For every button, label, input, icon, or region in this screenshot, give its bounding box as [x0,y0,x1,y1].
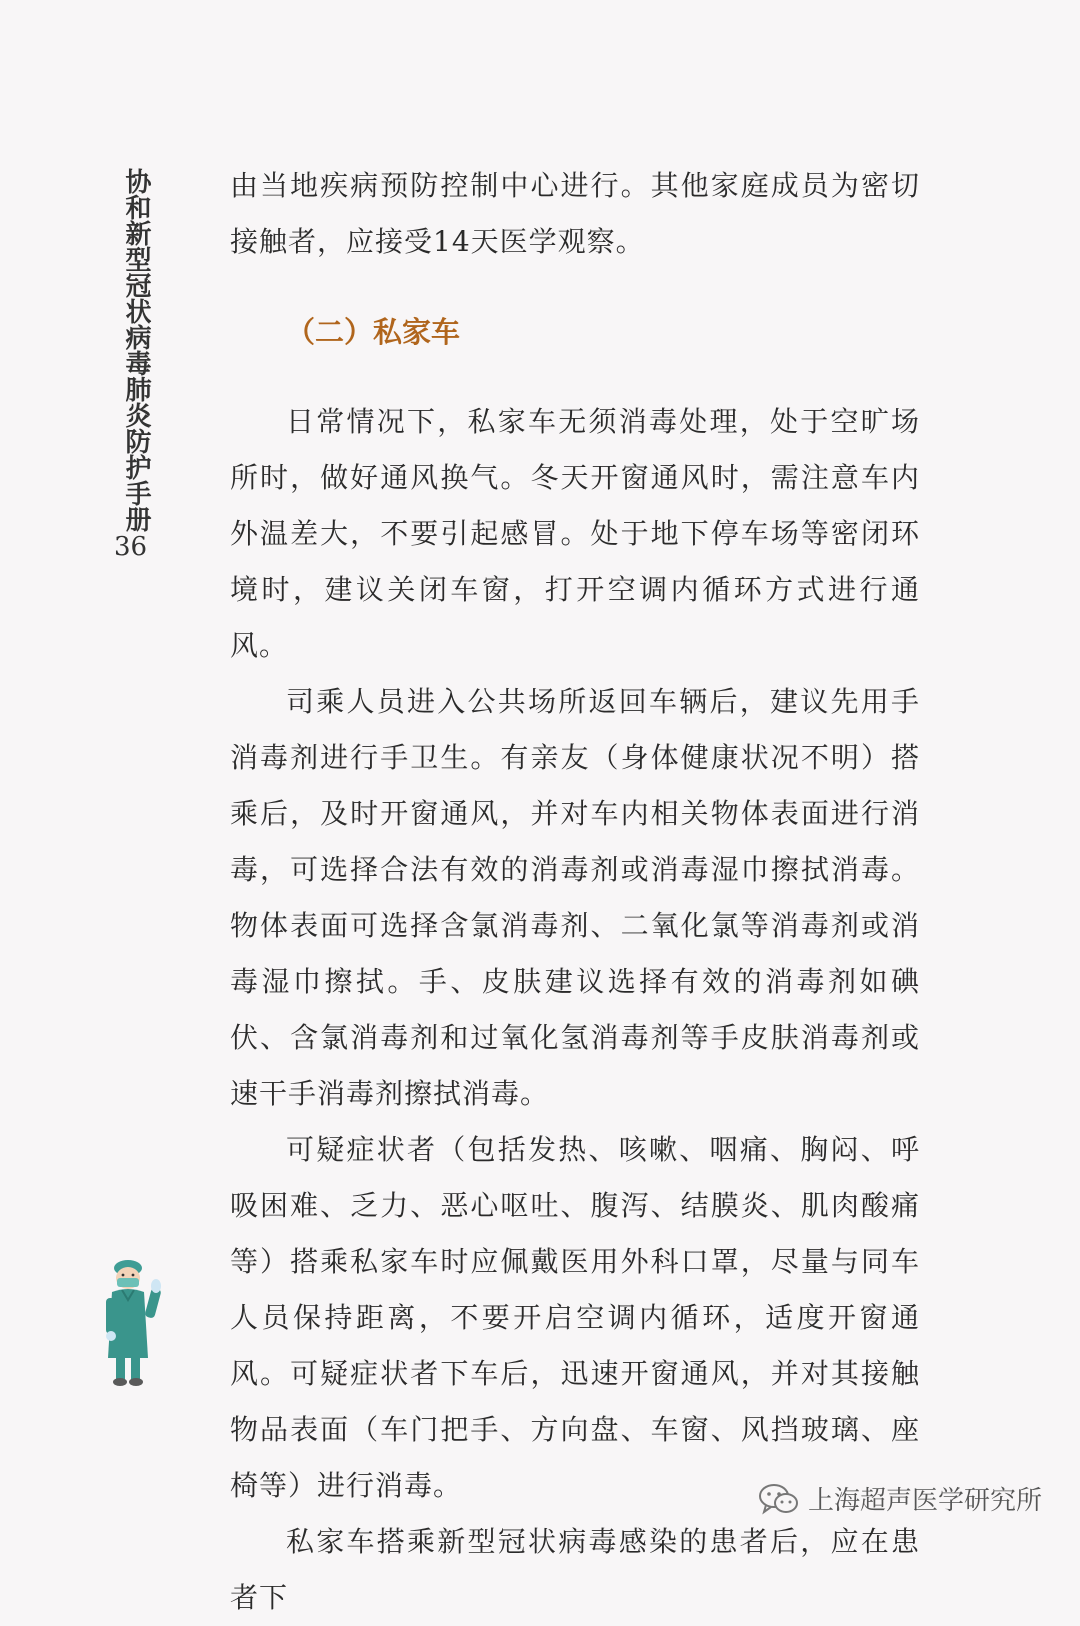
page-content [230,158,920,1626]
doctor-icon [104,1258,166,1388]
page-number: 36 [114,532,148,562]
intro-paragraph: 由当地疾病预防控制中心进行。其他家庭成员为密切接触者，应接受14天医学观察。 [230,169,920,258]
body-paragraph: 私家车搭乘新型冠状病毒感染的患者后，应在患者下 [230,1525,920,1614]
book-title: 协和新型冠状病毒肺炎防护手册 [121,168,151,532]
section-heading: （二）私家车 [286,315,461,349]
wechat-icon [758,1482,800,1516]
watermark-text: 上海超声医学研究所 [808,1486,1043,1516]
body-paragraph: 司乘人员进入公共场所返回车辆后，建议先用手消毒剂进行手卫生。有亲友（身体健康状况不明）搭乘后，及时开窗通风，并对车内相关物体表面进行消毒，可选择合法有效的消毒剂或消毒湿巾擦拭消毒。物体表面可选择含氯消毒剂、二氧化氯等消毒剂或消毒湿巾擦拭。手、皮肤建议选择有效的消毒剂如碘伏、含氯消毒剂和过氧化氢消毒剂等手皮肤消毒剂或速干手消毒剂擦拭消毒。 [230,685,920,1110]
watermark [758,1480,1042,1517]
body-paragraph: 可疑症状者（包括发热、咳嗽、咽痛、胸闷、呼吸困难、乏力、恶心呕吐、腹泻、结膜炎、肌肉酸痛等）搭乘私家车时应佩戴医用外科口罩，尽量与同车人员保持距离，不要开启空调内循环，适度开窗通风。可疑症状者下车后，迅速开窗通风，并对其接触物品表面（车门把手、方向盘、车窗、风挡玻璃、座椅等）进行消毒。 [230,1133,920,1502]
body-paragraph: 日常情况下，私家车无须消毒处理，处于空旷场所时，做好通风换气。冬天开窗通风时，需注意车内外温差大，不要引起感冒。处于地下停车场等密闭环境时，建议关闭车窗，打开空调内循环方式进行通风。 [230,405,920,662]
